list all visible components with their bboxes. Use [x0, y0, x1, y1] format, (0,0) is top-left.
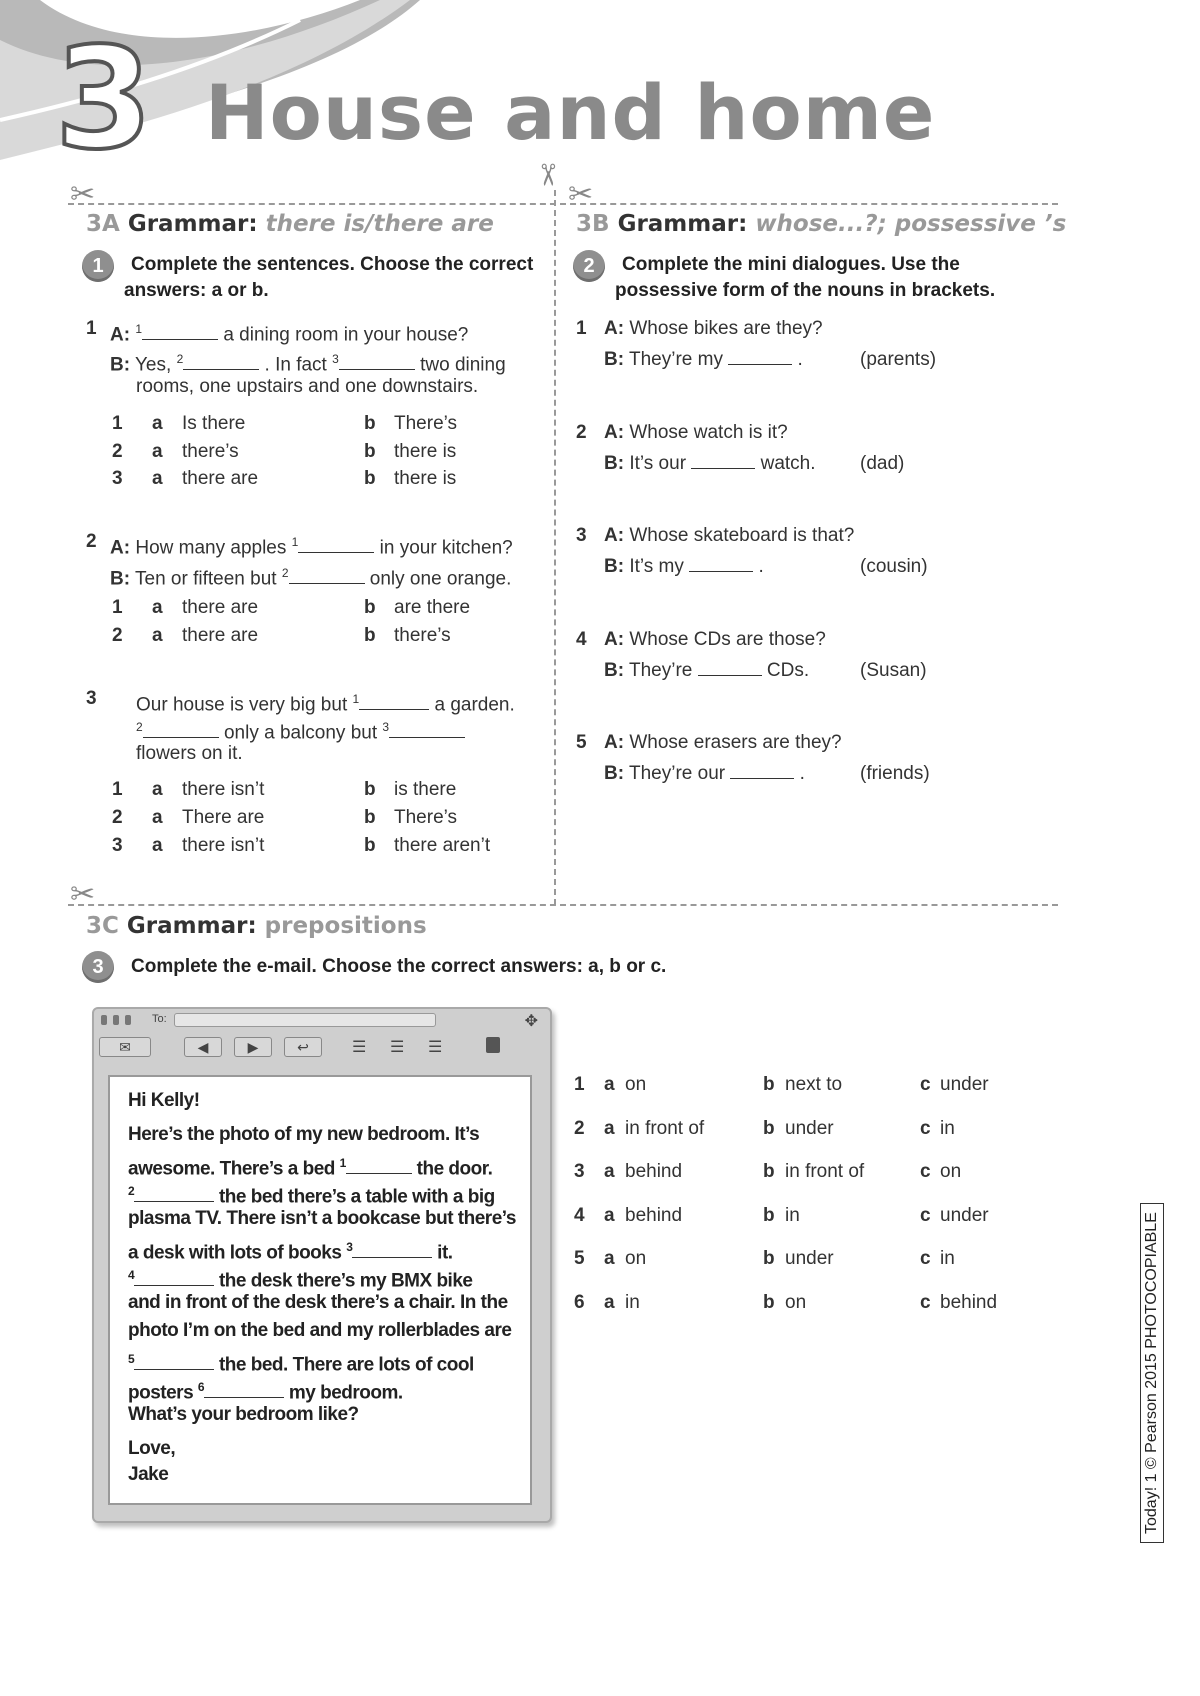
option-c-letter: c — [920, 1118, 931, 1139]
dialogue-line: A: $^1$ a dining room in your house? — [110, 322, 469, 346]
dialogue-text: They’re my — [629, 349, 723, 370]
option-b-letter: b — [763, 1118, 775, 1139]
email-signature: Jake — [128, 1464, 169, 1485]
answer-blank[interactable] — [134, 1183, 214, 1202]
answer-blank[interactable] — [298, 534, 374, 553]
exercise-instruction: answers: a or b. — [124, 280, 269, 301]
option-b[interactable]: in front of — [785, 1161, 865, 1182]
speaker-label: B: — [604, 453, 625, 474]
envelope-icon: ✉ — [119, 1038, 131, 1055]
expand-icon[interactable]: ✥ — [524, 1013, 538, 1030]
option-a-letter: a — [152, 597, 163, 618]
exercise-instruction: possessive form of the nouns in brackets. — [615, 280, 996, 301]
email-line: photo I’m on the bed and my rollerblades are — [128, 1320, 512, 1341]
section-c-title: 3C Grammar: prepositions — [86, 913, 427, 939]
option-number: 3 — [112, 468, 123, 489]
scissors-icon: ✂ — [70, 878, 96, 911]
option-a-letter: a — [604, 1118, 615, 1139]
dialogue-line — [604, 553, 764, 581]
option-a[interactable]: on — [625, 1074, 647, 1095]
email-line: posters $^6$ my bedroom. — [128, 1380, 403, 1404]
option-number: 6 — [574, 1292, 585, 1313]
option-number: 1 — [112, 597, 123, 618]
align-left-icon[interactable]: ☰ — [352, 1039, 367, 1056]
email-line: and in front of the desk there’s a chair. In the — [128, 1292, 508, 1313]
dialogue-line: A: How many apples $^1$ in your kitchen? — [110, 535, 513, 559]
answer-blank[interactable] — [143, 719, 219, 738]
option-a[interactable]: Is there — [182, 413, 246, 434]
option-a[interactable]: on — [625, 1248, 647, 1269]
option-a-letter: a — [152, 807, 163, 828]
reply-button[interactable] — [284, 1037, 322, 1057]
option-b[interactable]: is there — [394, 779, 457, 800]
option-b-letter: b — [364, 597, 376, 618]
window-dot-icon — [113, 1015, 119, 1025]
option-a-letter: a — [604, 1161, 615, 1182]
dialogue-line — [604, 346, 803, 374]
email-line: plasma TV. There isn’t a bookcase but there’s — [128, 1208, 516, 1229]
answer-blank[interactable] — [728, 346, 792, 365]
email-body — [108, 1075, 532, 1505]
back-button[interactable] — [184, 1037, 222, 1057]
option-b[interactable]: there is — [394, 441, 457, 462]
email-line: $^2$ the bed there’s a table with a big — [128, 1184, 495, 1208]
dialogue-line: flowers on it. — [136, 743, 243, 764]
answer-blank[interactable] — [698, 657, 762, 676]
dialogue-text: Whose watch is it? — [629, 422, 788, 443]
dialogue-text: Whose skateboard is that? — [629, 525, 855, 546]
option-number: 2 — [112, 441, 123, 462]
email-closing: Love, — [128, 1438, 176, 1459]
dialogue-text: . — [758, 556, 764, 577]
option-a[interactable]: there are — [182, 597, 259, 618]
scissors-icon: ✂ — [530, 162, 564, 188]
section-b-title: 3B Grammar: whose...?; possessive ’s — [576, 211, 1067, 237]
dialogue-text: Whose erasers are they? — [629, 732, 842, 753]
option-a-letter: a — [604, 1248, 615, 1269]
unit-number: 3 — [55, 18, 153, 181]
scissors-icon: ✂ — [70, 178, 96, 211]
copyright-notice: Today! 1 © Pearson 2015 PHOTOCOPIABLE — [1140, 1203, 1164, 1543]
option-a-letter: a — [604, 1205, 615, 1226]
speaker-label: A: — [604, 525, 625, 546]
window-dot-icon — [101, 1015, 107, 1025]
noun-hint: (parents) — [860, 349, 937, 370]
answer-blank[interactable] — [134, 1267, 214, 1286]
speaker-label: B: — [604, 660, 625, 681]
question-number: 2 — [86, 531, 97, 552]
option-number: 1 — [574, 1074, 585, 1095]
option-a-letter: a — [152, 835, 163, 856]
email-greeting: Hi Kelly! — [128, 1090, 200, 1111]
option-c[interactable]: in — [940, 1118, 955, 1139]
option-c-letter: c — [920, 1205, 931, 1226]
answer-blank[interactable] — [389, 719, 465, 738]
align-right-icon[interactable]: ☰ — [428, 1039, 443, 1056]
dialogue-text: . — [799, 763, 805, 784]
dialogue-line — [604, 419, 788, 447]
option-number: 3 — [112, 835, 123, 856]
option-c[interactable]: under — [940, 1205, 989, 1226]
answer-blank[interactable] — [142, 321, 218, 340]
option-a[interactable]: there’s — [182, 441, 239, 462]
option-b-letter: b — [763, 1205, 775, 1226]
option-c-letter: c — [920, 1161, 931, 1182]
dialogue-text: They’re our — [629, 763, 726, 784]
option-b-letter: b — [763, 1161, 775, 1182]
option-number: 3 — [574, 1161, 585, 1182]
noun-hint: (friends) — [860, 763, 930, 784]
option-a[interactable]: behind — [625, 1161, 683, 1182]
speaker-label: B: — [604, 556, 625, 577]
question-number: 4 — [576, 629, 587, 650]
dialogue-line — [604, 760, 805, 788]
email-line: $^5$ the bed. There are lots of cool — [128, 1352, 474, 1376]
option-b[interactable]: there aren’t — [394, 835, 491, 856]
answer-blank[interactable] — [289, 565, 365, 584]
option-c-letter: c — [920, 1292, 931, 1313]
section-a-title: 3A Grammar: there is/there are — [86, 211, 494, 237]
option-c[interactable]: under — [940, 1074, 989, 1095]
to-label: To: — [152, 1013, 167, 1025]
page-title: House and home — [205, 68, 936, 157]
option-b-letter: b — [364, 807, 376, 828]
send-button[interactable] — [99, 1037, 151, 1057]
scissors-icon: ✂ — [568, 178, 594, 211]
option-number: 1 — [112, 779, 123, 800]
speaker-label: A: — [604, 732, 625, 753]
dialogue-text: . — [797, 349, 803, 370]
option-b-letter: b — [364, 625, 376, 646]
email-line: a desk with lots of books $^3$ it. — [128, 1240, 453, 1264]
question-number: 2 — [576, 422, 587, 443]
option-c-letter: c — [920, 1248, 931, 1269]
option-b[interactable]: There’s — [394, 413, 458, 434]
option-a[interactable]: there isn’t — [182, 835, 265, 856]
align-center-icon[interactable]: ☰ — [390, 1039, 405, 1056]
option-a-letter: a — [604, 1292, 615, 1313]
reply-icon: ↩ — [297, 1038, 309, 1055]
option-number: 2 — [112, 625, 123, 646]
speaker-label: B: — [604, 763, 625, 784]
noun-hint: (dad) — [860, 453, 905, 474]
dialogue-text: It’s my — [629, 556, 684, 577]
answer-blank[interactable] — [359, 691, 429, 710]
option-number: 2 — [574, 1118, 585, 1139]
email-line: Here’s the photo of my new bedroom. It’s — [128, 1124, 480, 1145]
email-line: awesome. There’s a bed $^1$ the door. — [128, 1156, 493, 1180]
noun-hint: (cousin) — [860, 556, 928, 577]
dialogue-text: Whose CDs are those? — [629, 629, 826, 650]
exercise-number-badge: 3 — [82, 951, 114, 983]
exercise-instruction: Complete the e-mail. Choose the correct answers: a, b or c. — [131, 956, 667, 977]
exercise-number-badge: 1 — [82, 250, 114, 282]
dialogue-text: Whose bikes are they? — [629, 318, 823, 339]
dialogue-text: watch. — [760, 453, 816, 474]
cut-line-bottom — [68, 904, 1058, 906]
speaker-label: A: — [604, 318, 625, 339]
question-number: 5 — [576, 732, 587, 753]
option-b[interactable]: in — [785, 1205, 800, 1226]
dialogue-line — [604, 450, 816, 478]
dialogue-text: It’s our — [629, 453, 687, 474]
option-a-letter: a — [152, 468, 163, 489]
option-c[interactable]: behind — [940, 1292, 998, 1313]
option-a[interactable]: there are — [182, 625, 259, 646]
dialogue-line: $^2$ only a balcony but $^3$ — [136, 713, 465, 747]
dialogue-line: B: Yes, $^2$ . In fact $^3$ two dining — [110, 352, 506, 376]
exercise-instruction: Complete the mini dialogues. Use the — [622, 254, 960, 275]
option-b-letter: b — [364, 779, 376, 800]
dialogue-line: B: Ten or fifteen but $^2$ only one orange. — [110, 566, 512, 590]
exercise-number-badge: 2 — [573, 250, 605, 282]
arrow-right-icon: ▶ — [247, 1038, 259, 1055]
option-a[interactable]: there isn’t — [182, 779, 265, 800]
speaker-label: B: — [604, 349, 625, 370]
option-number: 1 — [112, 413, 123, 434]
option-number: 2 — [112, 807, 123, 828]
option-b-letter: b — [763, 1248, 775, 1269]
option-b[interactable]: next to — [785, 1074, 843, 1095]
answer-blank[interactable] — [339, 351, 415, 370]
option-a[interactable]: There are — [182, 807, 265, 828]
email-line: What’s your bedroom like? — [128, 1404, 359, 1425]
option-b-letter: b — [364, 468, 376, 489]
option-number: 4 — [574, 1205, 585, 1226]
option-a[interactable]: behind — [625, 1205, 683, 1226]
answer-blank[interactable] — [346, 1155, 412, 1174]
question-number: 1 — [86, 318, 97, 339]
option-a-letter: a — [152, 625, 163, 646]
option-b[interactable]: on — [785, 1292, 807, 1313]
dialogue-text: They’re — [629, 660, 693, 681]
option-a-letter: a — [604, 1074, 615, 1095]
option-b[interactable]: there’s — [394, 625, 451, 646]
option-b-letter: b — [364, 835, 376, 856]
answer-blank[interactable] — [689, 553, 753, 572]
forward-button[interactable] — [234, 1037, 272, 1057]
option-number: 5 — [574, 1248, 585, 1269]
speaker-label: A: — [604, 629, 625, 650]
option-b-letter: b — [763, 1074, 775, 1095]
question-number: 3 — [576, 525, 587, 546]
dialogue-line — [604, 729, 842, 757]
option-b-letter: b — [364, 441, 376, 462]
noun-hint: (Susan) — [860, 660, 927, 681]
dialogue-line — [604, 315, 823, 343]
option-a-letter: a — [152, 441, 163, 462]
dialogue-line: Our house is very big but $^1$ a garden. — [136, 692, 515, 716]
dialogue-line: rooms, one upstairs and one downstairs. — [136, 376, 479, 397]
option-b[interactable]: There’s — [394, 807, 458, 828]
answer-blank[interactable] — [730, 760, 794, 779]
dialogue-line — [604, 626, 826, 654]
option-c[interactable]: on — [940, 1161, 962, 1182]
option-b[interactable]: are there — [394, 597, 471, 618]
answer-blank[interactable] — [204, 1379, 284, 1398]
answer-blank[interactable] — [352, 1239, 432, 1258]
to-field[interactable] — [174, 1013, 436, 1027]
trash-icon[interactable] — [486, 1037, 500, 1053]
option-a[interactable]: there are — [182, 468, 259, 489]
option-b-letter: b — [763, 1292, 775, 1313]
window-dots — [101, 1015, 131, 1025]
question-number: 3 — [86, 688, 97, 709]
answer-blank[interactable] — [134, 1351, 214, 1370]
option-a-letter: a — [152, 413, 163, 434]
answer-blank[interactable] — [691, 450, 755, 469]
email-line: $^4$ the desk there’s my BMX bike — [128, 1268, 473, 1292]
email-window — [92, 1007, 552, 1523]
speaker-label: A: — [604, 422, 625, 443]
dialogue-text: CDs. — [766, 660, 810, 681]
option-a-letter: a — [152, 779, 163, 800]
exercise-instruction: Complete the sentences. Choose the correct — [131, 254, 534, 275]
arrow-left-icon: ◀ — [197, 1038, 209, 1055]
dialogue-line — [604, 657, 809, 685]
option-b-letter: b — [364, 413, 376, 434]
answer-blank[interactable] — [183, 351, 259, 370]
option-a[interactable]: in — [625, 1292, 640, 1313]
option-b[interactable]: under — [785, 1248, 834, 1269]
dialogue-line — [604, 522, 854, 550]
option-c[interactable]: in — [940, 1248, 955, 1269]
window-dot-icon — [125, 1015, 131, 1025]
option-b[interactable]: under — [785, 1118, 834, 1139]
option-c-letter: c — [920, 1074, 931, 1095]
cut-line-top — [68, 203, 1058, 205]
cut-line-middle — [554, 190, 556, 905]
option-b[interactable]: there is — [394, 468, 457, 489]
option-a[interactable]: in front of — [625, 1118, 705, 1139]
question-number: 1 — [576, 318, 587, 339]
